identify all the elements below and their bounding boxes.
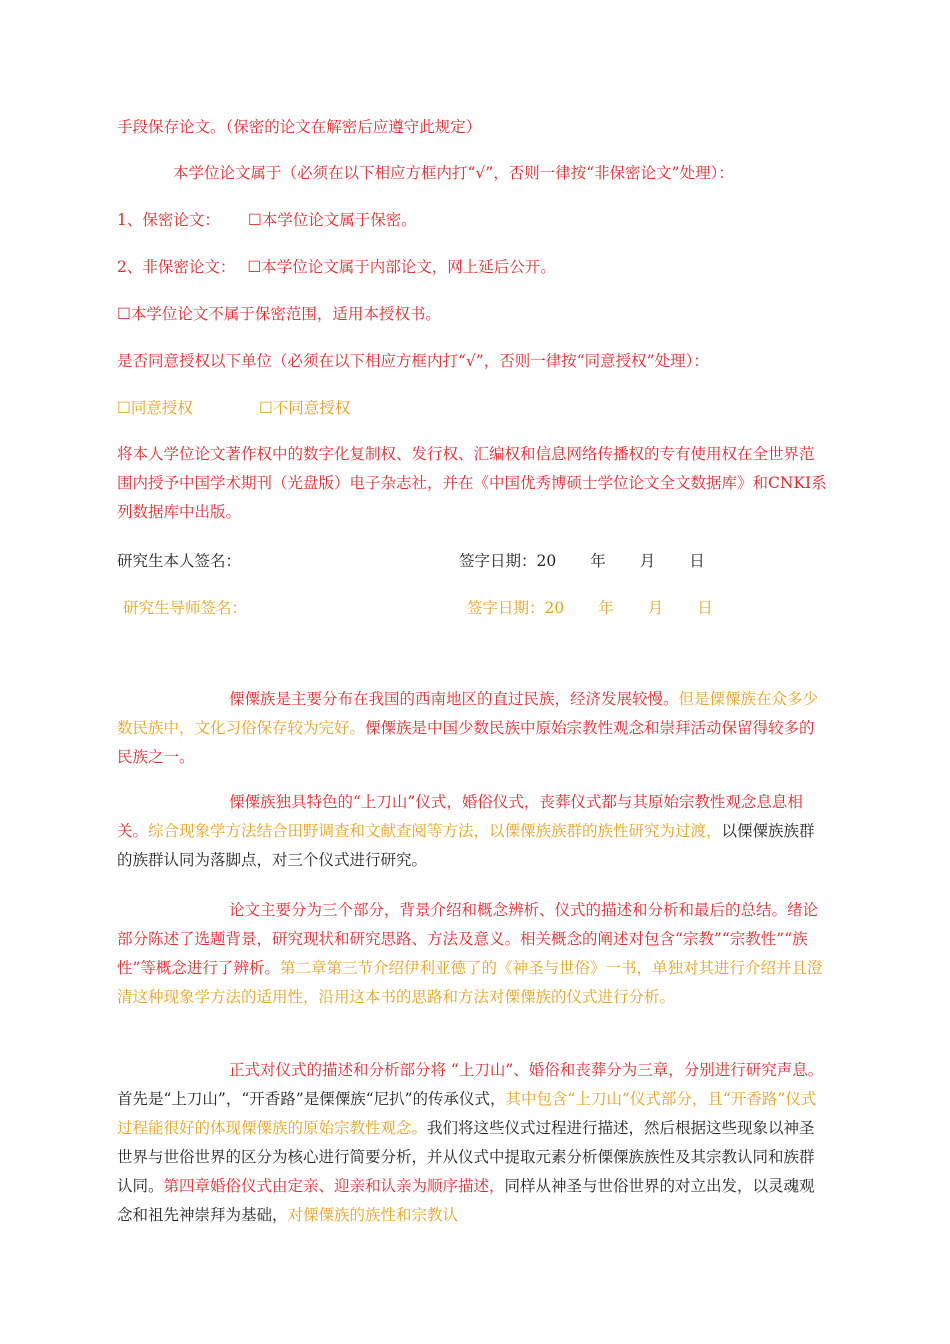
day-label: 日: [689, 552, 705, 570]
abstract-paragraph-1: [117, 685, 829, 772]
abstract-p2-seg-3: 以傈僳族族群的族群认同为落脚点，对三个仪式进行研究。: [117, 822, 815, 869]
abstract-p4-seg-7: 对傈僳族的族性和宗教认: [287, 1206, 459, 1224]
abstract-p1-seg-1: 傈僳族是主要分布在我国的西南地区的直过民族，经济发展较慢。: [229, 690, 679, 708]
day-label: 日: [697, 599, 713, 617]
abstract-paragraph-3: [117, 896, 829, 1012]
date-label: 签字日期：20: [467, 599, 565, 617]
secret-row: [117, 209, 417, 231]
abstract-p4-seg-1: 正式对仪式的描述和分析部分将 “上刀山”、婚俗和丧葬分为三章，分别进行研究声息。: [229, 1061, 824, 1079]
disagree-checkbox-option[interactable]: ☐不同意授权: [258, 399, 351, 417]
month-label: 月: [647, 599, 664, 617]
agree-row: [117, 397, 350, 419]
abstract-p2-seg-2: 综合现象学方法结合田野调查和文献查阅等方法，以傈僳族族群的族性研究为过渡，: [148, 822, 722, 840]
nonsecret-row: [117, 256, 556, 278]
abstract-paragraph-2: [117, 788, 829, 875]
abstract-paragraph-4: [117, 1056, 829, 1230]
year-label: 年: [590, 552, 606, 570]
abstract-p4-seg-6: 同样从神圣与世俗世界的对立出发，以灵魂观念和祖先神崇拜为基础，: [117, 1177, 815, 1224]
abstract-p3-seg-1: 论文主要分为三个部分，背景介绍和概念辨析、仪式的描述和分析和最后的总结。绪论部分陈述了选题背景，研究现状和研究思路、方法及意义。相关概念的阐述对包含“宗教”“宗教性”“族性”等概念进行了辨析。: [117, 901, 819, 977]
student-sign-label: 研究生本人签名：: [117, 552, 242, 570]
not-secret-scope-option[interactable]: ☐本学位论文不属于保密范围，适用本授权书。: [117, 305, 441, 323]
abstract-p1-seg-3: 傈僳族是中国少数民族中原始宗教性观念和崇拜活动保留得较多的民族之一。: [117, 719, 815, 766]
student-sign-date: [459, 550, 705, 572]
auth-line-1: 手段保存论文。（保密的论文在解密后应遵守此规定）: [117, 118, 482, 136]
grant-text: 将本人学位论文著作权中的数字化复制权、发行权、汇编权和信息网络传播权的专有使用权在全世界范围内授予中国学术期刊（光盘版）电子杂志社，并在《中国优秀博硕士学位论文全文数据库》和CNKI系列数据库中出版。: [117, 445, 827, 521]
abstract-p4-seg-4: 我们将这些仪式过程进行描述，然后根据这些现象以神圣世界与世俗世界的区分为核心进行简要分析，并从仪式中提取元素分析傈僳族族性及其宗教认同和族群认同。: [117, 1119, 815, 1195]
nonsecret-checkbox-option[interactable]: ☐本学位论文属于内部论文，网上延后公开。: [247, 258, 556, 276]
abstract-p1-seg-2: 但是傈僳族在众多少数民族中，文化习俗保存较为完好。: [117, 690, 819, 737]
secret-label: 1、保密论文：: [117, 211, 220, 229]
nonsecret-label: 2、非保密论文：: [117, 258, 236, 276]
abstract-p4-seg-5: 第四章婚俗仪式由定亲、迎亲和认亲为顺序描述，: [163, 1177, 505, 1195]
abstract-p3-seg-2: 第二章第三节介绍伊利亚德了的《神圣与世俗》一书，单独对其进行介绍并且澄清这种现象学方法的适用性，沿用这本书的思路和方法对傈僳族的仪式进行分析。: [117, 959, 823, 1006]
supervisor-sign-label: 研究生导师签名：: [123, 599, 248, 617]
abstract-p2-seg-1: 傈僳族独具特色的“上刀山”仪式，婚俗仪式，丧葬仪式都与其原始宗教性观念息息相关。: [117, 793, 803, 840]
year-label: 年: [598, 599, 614, 617]
abstract-p4-seg-3: 其中包含“上刀山”仪式部分，且“开香路”仪式过程能很好的体现傈僳族的原始宗教性观念。: [117, 1090, 817, 1137]
auth-line-2: 本学位论文属于（必须在以下相应方框内打“√”，否则一律按“非保密论文”处理）：: [173, 164, 734, 182]
month-label: 月: [639, 552, 656, 570]
date-label: 签字日期：20: [459, 552, 557, 570]
secret-checkbox-option[interactable]: ☐本学位论文属于保密。: [247, 211, 417, 229]
agree-question: 是否同意授权以下单位（必须在以下相应方框内打“√”，否则一律按“同意授权”处理）：: [117, 352, 709, 370]
abstract-p4-seg-2: 首先是“上刀山”，“开香路”是傈僳族“尼扒”的传承仪式，: [117, 1090, 506, 1108]
agree-checkbox-option[interactable]: ☐同意授权: [117, 399, 193, 417]
supervisor-sign-date: [467, 597, 713, 619]
